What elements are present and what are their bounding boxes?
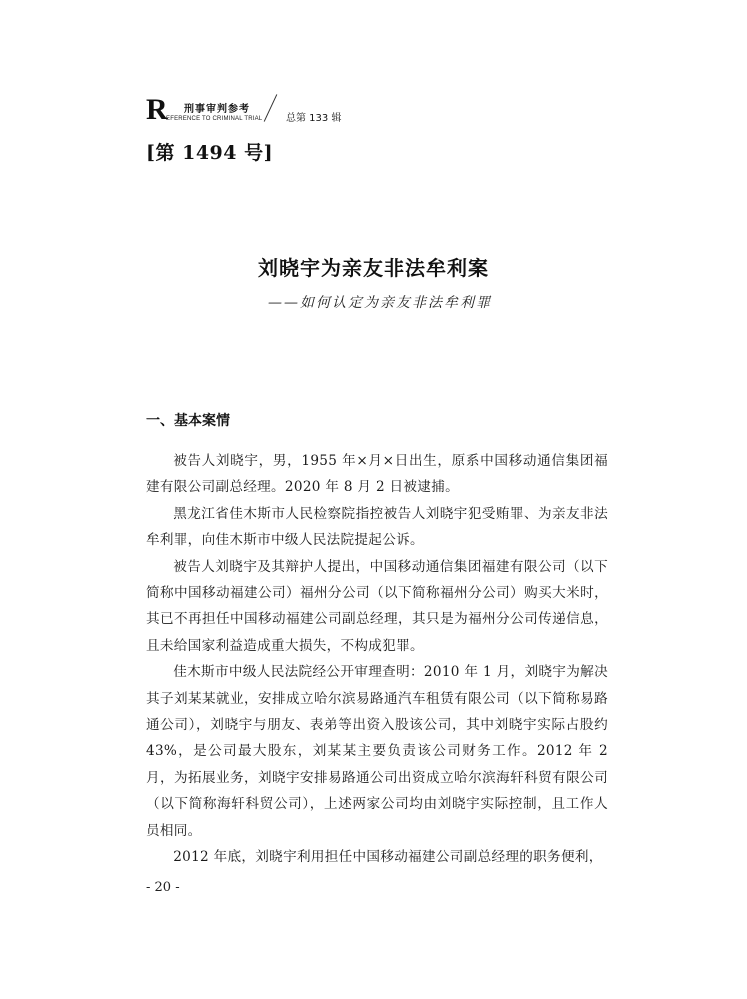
body-paragraph: 被告人刘晓宇及其辩护人提出，中国移动通信集团福建有限公司（以下简称中国移动福建公司）福州分公司（以下简称福州分公司）购买大米时，其已不再担任中国移动福建公司副总经理，其只是为福州分公司传递信息，且未给国家利益造成重大损失，不构成犯罪。 xyxy=(146,558,608,654)
page-number: - 20 - xyxy=(146,880,180,895)
header-divider xyxy=(264,94,278,122)
case-title: 刘晓宇为亲友非法牟利案 xyxy=(258,256,489,280)
section-heading: 一、基本案情 xyxy=(146,413,230,429)
issue-number: 总第 133 辑 xyxy=(286,113,342,124)
case-number: [第 1494 号] xyxy=(146,142,274,164)
running-header xyxy=(146,95,406,135)
body-paragraph: 佳木斯市中级人民法院经公开审理查明：2010 年 1 月，刘晓宇为解决其子刘某某就业，安排成立哈尔滨易路通汽车租赁有限公司（以下简称易路通公司），刘晓宇与朋友、表弟等出资入股该公司，其中刘晓宇实际占股约 43%，是公司最大股东，刘某某主要负责该公司财务工作。2012 年 2 月，为拓展业务，刘晓宇安排易路通公司出资成立哈尔滨海轩科贸有限公司（以下简称海轩科贸公司），上述两家公司均由刘晓宇实际控制，且工作人员相同。 xyxy=(146,664,608,839)
body-paragraph: 被告人刘晓宇，男，1955 年×月×日出生，原系中国移动通信集团福建有限公司副总经理。2020 年 8 月 2 日被逮捕。 xyxy=(146,453,608,496)
body-paragraph: 2012 年底，刘晓宇利用担任中国移动福建公司副总经理的职务便利， xyxy=(173,849,603,866)
section-body xyxy=(146,448,608,871)
journal-title-en: EFERENCE TO CRIMINAL TRIAL xyxy=(166,116,263,122)
journal-logo-letter: R xyxy=(146,93,168,126)
case-subtitle: ——如何认定为亲友非法牟利罪 xyxy=(268,295,492,311)
body-paragraph: 黑龙江省佳木斯市人民检察院指控被告人刘晓宇犯受贿罪、为亲友非法牟利罪，向佳木斯市中级人民法院提起公诉。 xyxy=(146,505,608,549)
journal-title-cn: 刑事审判参考 xyxy=(184,104,250,115)
